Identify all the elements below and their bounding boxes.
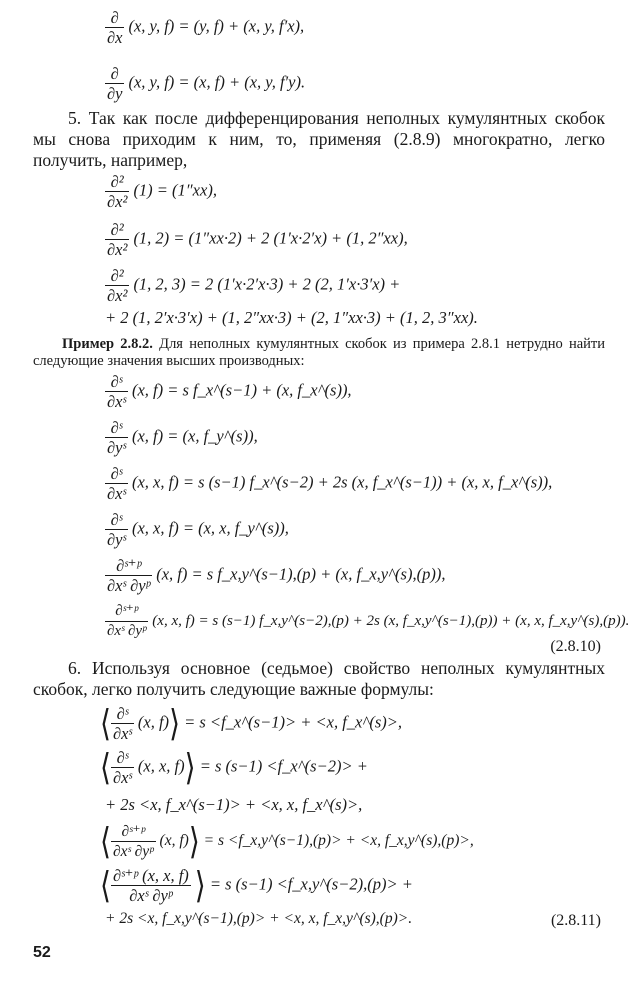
equation-5-3: $\frac{\text{∂²}}{\text{∂x²}}$ (1, 2, 3) = 2 (1′x·2′x·3) + 2 (2, 1′x·3′x) +	[107, 266, 401, 305]
fraction: $\frac{\text{∂ˢ}}{\text{∂xˢ}}$	[112, 748, 132, 787]
fraction: $\frac{\text{∂ˢ}}{\text{∂xˢ}}$	[107, 372, 126, 411]
equation-ex-1: $\frac{\text{∂ˢ}}{\text{∂xˢ}}$ (x, f) = s f_x^(s−1) + (x, f_x^(s)),	[107, 372, 352, 411]
equation-top-2: $\frac{\partial}{\partial y}$ (x, y, f) = (x, f) + (x, y, f′y).	[107, 64, 306, 103]
paragraph-5: 5. Так как после дифференцирования неполных кумулянтных скобок мы снова приходим к ним, то, применяя (2.8.9) многократно, легко получить, например,	[33, 108, 605, 170]
equation-ex-3: $\frac{\text{∂ˢ}}{\text{∂xˢ}}$ (x, x, f) = s (s−1) f_x^(s−2) + 2s (x, f_x^(s−1)) + (x, x, f_x^(s)),	[107, 464, 553, 503]
fraction: $\frac{\text{∂ˢ}}{\text{∂xˢ}}$	[112, 704, 132, 743]
fraction: $\frac{\text{∂²}}{\text{∂x²}}$	[107, 172, 128, 211]
example-label: Пример 2.8.2.	[62, 336, 153, 352]
left-angle-icon: ⟨	[100, 822, 111, 863]
example-body: Для неполных кумулянтных скобок из примера 2.8.1 нетрудно найти следующие значения высших производных:	[33, 336, 605, 369]
fraction: $\frac{\text{∂ˢ⁺ᵖ}}{\text{∂xˢ ∂yᵖ}}$	[112, 823, 154, 860]
fraction: $\frac{\text{∂²}}{\text{∂x²}}$	[107, 266, 128, 305]
fraction: $\frac{\partial}{\partial x}$	[107, 8, 123, 47]
equation-top-1: $\frac{\partial}{\partial x}$ (x, y, f) = (y, f) + (x, y, f′x),	[107, 8, 305, 47]
right-angle-icon: ⟩	[194, 866, 206, 907]
page-number: 52	[33, 944, 51, 961]
equation-tag-2-8-11: (2.8.11)	[550, 912, 601, 929]
equation-ex-2: $\frac{\text{∂ˢ}}{\text{∂yˢ}}$ (x, f) = (x, f_y^(s)),	[107, 418, 258, 457]
paragraph-6: 6. Используя основное (седьмое) свойство неполных кумулянтных скобок, легко получить следующие важные формулы:	[33, 658, 605, 699]
equation-5-2: $\frac{\text{∂²}}{\text{∂x²}}$ (1, 2) = (1″xx·2) + 2 (1′x·2′x) + (1, 2″xx),	[107, 220, 408, 259]
right-angle-icon: ⟩	[169, 704, 180, 745]
fraction: $\frac{\text{∂ˢ⁺ᵖ}}{\text{∂xˢ ∂yᵖ}}$	[107, 603, 147, 639]
equation-6-6: + 2s <x, f_x,y^(s−1),(p)> + <x, x, f_x,y^(s),(p)>.	[105, 910, 413, 927]
equation-6-3: + 2s <x, f_x^(s−1)> + <x, x, f_x^(s)>,	[105, 795, 363, 814]
equation-ex-4: $\frac{\text{∂ˢ}}{\text{∂yˢ}}$ (x, x, f) = (x, x, f_y^(s)),	[107, 510, 289, 549]
example-text	[33, 336, 605, 370]
equation-6-4: ⟨ $\frac{\text{∂ˢ⁺ᵖ}}{\text{∂xˢ ∂yᵖ}}$ (x, f)⟩ = s <f_x,y^(s−1),(p)> + <x, f_x,y^(s),(p)>,	[100, 822, 474, 861]
equation-tag-2-8-10: (2.8.10)	[550, 638, 601, 655]
fraction: $\frac{\text{∂²}}{\text{∂x²}}$	[107, 220, 128, 259]
equation-6-2: ⟨ $\frac{\text{∂ˢ}}{\text{∂xˢ}}$ (x, x, f)⟩ = s (s−1) <f_x^(s−2)> +	[100, 748, 368, 787]
left-angle-icon: ⟨	[100, 748, 111, 789]
fraction: $\frac{\partial}{\partial y}$	[107, 64, 123, 103]
fraction: $\frac{\text{∂ˢ}}{\text{∂yˢ}}$	[107, 418, 126, 457]
equation-6-1: ⟨ $\frac{\text{∂ˢ}}{\text{∂xˢ}}$ (x, f)⟩ = s <f_x^(s−1)> + <x, f_x^(s)>,	[100, 704, 402, 743]
equation-5-4: + 2 (1, 2′x·3′x) + (1, 2″xx·3) + (2, 1″xx·3) + (1, 2, 3″xx).	[105, 308, 478, 327]
fraction: $\frac{\text{∂ˢ⁺ᵖ}}{\text{∂xˢ ∂yᵖ}}$	[107, 556, 151, 595]
equation-ex-6: $\frac{\text{∂ˢ⁺ᵖ}}{\text{∂xˢ ∂yᵖ}}$ (x, x, f) = s (s−1) f_x,y^(s−2),(p) + 2s (x, f_x,y^(s−1),(p)) + (x, x, f_x,y^(s),(p)).	[107, 603, 630, 639]
right-angle-icon: ⟩	[184, 748, 196, 789]
right-angle-icon: ⟩	[188, 822, 200, 863]
equation-ex-5: $\frac{\text{∂ˢ⁺ᵖ}}{\text{∂xˢ ∂yᵖ}}$ (x, f) = s f_x,y^(s−1),(p) + (x, f_x,y^(s),(p)),	[107, 556, 446, 595]
fraction: $\frac{\text{∂ˢ⁺ᵖ (x, x, f)}}{\text{∂xˢ ∂yᵖ}}$	[112, 866, 189, 905]
equation-5-1: $\frac{\text{∂²}}{\text{∂x²}}$ (1) = (1″xx),	[107, 172, 217, 211]
left-angle-icon: ⟨	[100, 866, 111, 907]
fraction: $\frac{\text{∂ˢ}}{\text{∂yˢ}}$	[107, 510, 126, 549]
left-angle-icon: ⟨	[100, 704, 111, 745]
fraction: $\frac{\text{∂ˢ}}{\text{∂xˢ}}$	[107, 464, 126, 503]
equation-6-5: ⟨ $\frac{\text{∂ˢ⁺ᵖ (x, x, f)}}{\text{∂xˢ ∂yᵖ}}$ ⟩ = s (s−1) <f_x,y^(s−2),(p)> +	[100, 866, 413, 905]
